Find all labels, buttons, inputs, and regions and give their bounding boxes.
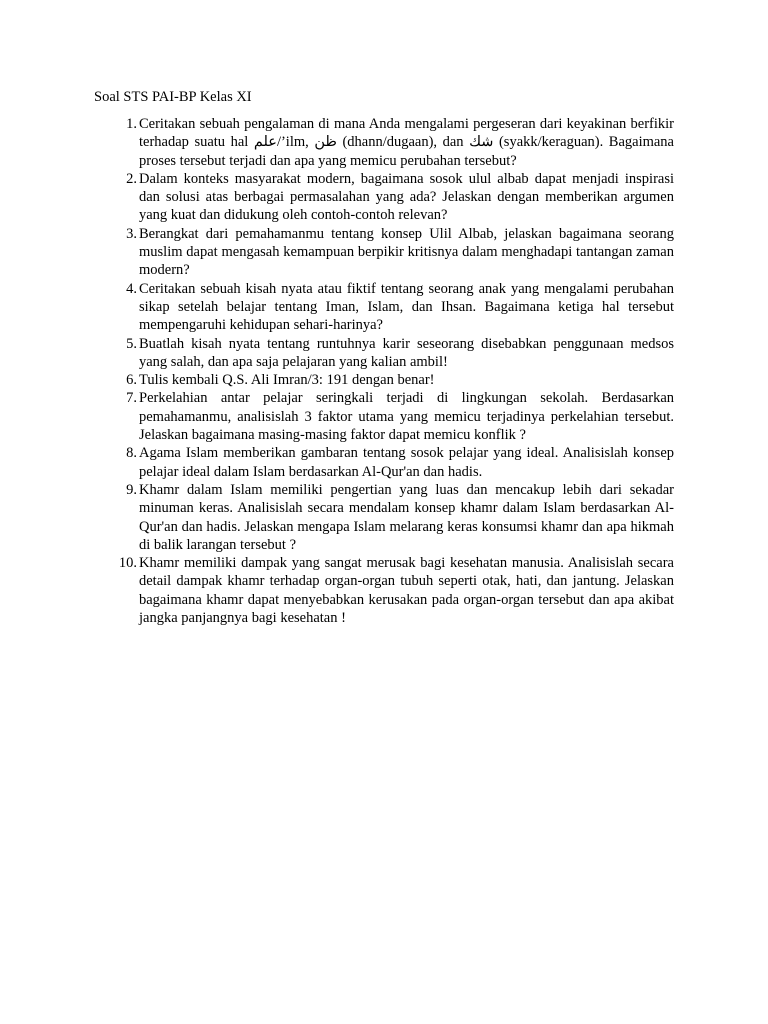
question-number: 1. <box>126 116 137 132</box>
question-text: Dalam konteks masyarakat modern, bagaimana sosok ulul albab dapat menjadi inspirasi dan solusi atas berbagai permasalahan yang ada? Jelaskan dengan memberikan argumen yang kuat dan didukung oleh contoh-contoh relevan? <box>139 170 674 224</box>
question-text: Buatlah kisah nyata tentang runtuhnya karir seseorang disebabkan penggunaan medsos yang salah, dan apa saja pelajaran yang kalian ambil! <box>139 335 674 370</box>
question-text: Ceritakan sebuah pengalaman di mana Anda mengalami pergeseran dari keyakinan berfikir terhadap suatu hal علم/’ilm, ظن (dhann/dugaan), dan شك (syakk/keraguan). Bagaimana proses tersebut terjadi dan apa yang memicu perubahan tersebut? <box>139 116 674 169</box>
question-number: 8. <box>126 445 137 462</box>
question-text: Agama Islam memberikan gambaran tentang sosok pelajar yang ideal. Analisislah konsep pelajar ideal dalam Islam berdasarkan Al-Qur'an dan hadis. <box>139 445 674 480</box>
question-number: 9. <box>126 481 137 498</box>
question-item-7 <box>126 389 674 444</box>
question-item-8 <box>126 444 674 481</box>
question-list <box>118 115 674 627</box>
question-item-6 <box>126 371 674 389</box>
question-number: 10. <box>118 555 137 572</box>
question-item-3 <box>126 225 674 280</box>
question-text: Khamr memiliki dampak yang sangat merusak bagi kesehatan manusia. Analisislah secara detail dampak khamr terhadap organ-organ tubuh seperti otak, hati, dan jantung. Jelaskan bagaimana khamr dapat menyebabkan kerusakan pada organ-organ tersebut dan apa akibat jangka panjangnya bagi kesehatan ! <box>139 555 674 627</box>
question-number: 6. <box>126 372 137 389</box>
question-text: Tulis kembali Q.S. Ali Imran/3: 191 dengan benar! <box>139 372 435 389</box>
question-item-5 <box>126 335 674 372</box>
question-text: Perkelahian antar pelajar seringkali terjadi di lingkungan sekolah. Berdasarkan pemahamanmu, analisislah 3 faktor utama yang memicu terjadinya perkelahian tersebut. Jelaskan bagaimana masing-masing faktor dapat memicu konflik ? <box>139 390 674 444</box>
question-item-2 <box>126 170 674 225</box>
document-title: Soal STS PAI-BP Kelas XI <box>94 89 252 105</box>
question-number: 2. <box>126 170 137 187</box>
question-text: Berangkat dari pemahamanmu tentang konsep Ulil Albab, jelaskan bagaimana seorang muslim dapat mengasah kemampuan berpikir kritisnya dalam menghadapi tantangan zaman modern? <box>139 225 674 279</box>
question-item-9 <box>126 481 674 554</box>
question-item-1 <box>126 115 674 170</box>
question-number: 5. <box>126 335 137 352</box>
question-text: Ceritakan sebuah kisah nyata atau fiktif tentang seorang anak yang mengalami perubahan sikap setelah belajar tentang Iman, Islam, dan Ihsan. Bagaimana ketiga hal tersebut mempengaruhi kehidupan sehari-harinya? <box>139 280 674 334</box>
question-item-4 <box>126 280 674 335</box>
question-number: 7. <box>126 390 137 407</box>
question-number: 3. <box>126 225 137 242</box>
question-number: 4. <box>126 280 137 297</box>
question-text: Khamr dalam Islam memiliki pengertian yang luas dan mencakup lebih dari sekadar minuman keras. Analisislah secara mendalam konsep khamr dalam Islam berdasarkan Al-Qur'an dan hadis. Jelaskan mengapa Islam melarang keras konsumsi khamr dan apa hikmah di balik larangan tersebut ? <box>139 481 674 553</box>
question-item-10 <box>118 554 674 627</box>
